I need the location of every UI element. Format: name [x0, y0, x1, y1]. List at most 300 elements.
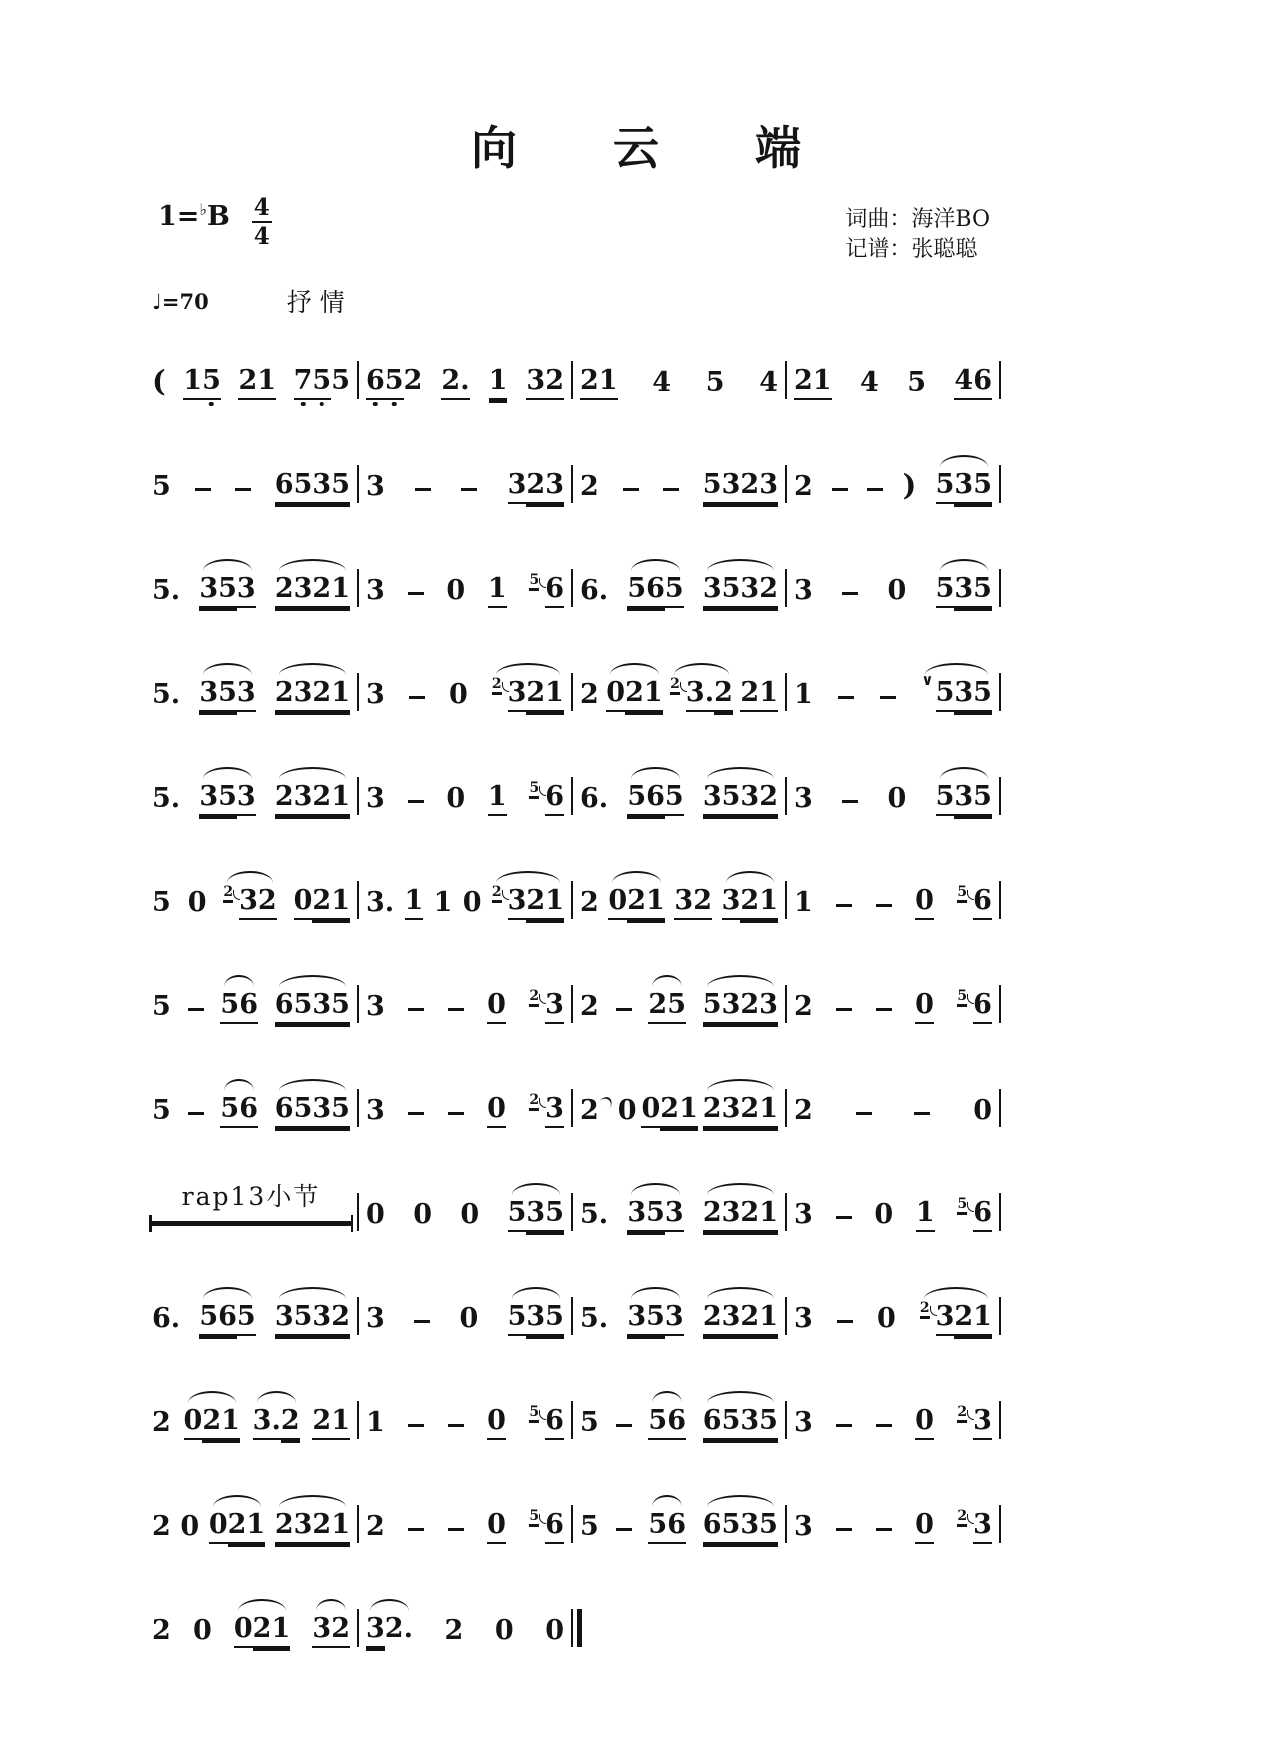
- note-digit: 3: [366, 471, 385, 502]
- note-digit: 1: [331, 781, 350, 812]
- note-digit: 0: [545, 1615, 564, 1646]
- measure: [573, 1095, 785, 1128]
- note-digit: 0: [413, 1199, 432, 1230]
- note-digit: 0: [448, 679, 468, 710]
- beam-segment: [973, 1511, 992, 1544]
- note-digit: 6: [646, 573, 665, 604]
- dash-continuation: [408, 1424, 424, 1427]
- note-digit: 3: [759, 989, 778, 1020]
- note-digit: 1: [487, 781, 507, 812]
- note-digit: 2: [702, 1301, 722, 1332]
- beam-segment: [281, 1407, 300, 1440]
- note-digit: 3: [366, 887, 385, 918]
- beam-segment: [794, 1513, 813, 1544]
- note-digit: 5: [152, 679, 171, 710]
- music-line: [145, 414, 1025, 518]
- note-digit: 2: [954, 1301, 974, 1332]
- note-group: [794, 1513, 813, 1544]
- measure: [145, 1303, 357, 1336]
- note-group: [152, 473, 171, 504]
- barline: [999, 1401, 1001, 1439]
- beam-segment: [936, 783, 955, 816]
- key-prefix: 1=: [158, 201, 200, 232]
- note-digit: 1: [183, 365, 203, 396]
- note-group: [487, 1407, 506, 1440]
- note-digit: 5: [759, 1405, 778, 1436]
- note-digit: 2: [740, 469, 760, 500]
- note-digit: 3: [312, 1301, 332, 1332]
- note-group: [275, 575, 350, 608]
- measure: [359, 780, 571, 816]
- beam-segment: [703, 991, 778, 1024]
- note-digit: 0: [973, 1095, 992, 1126]
- note-digit: 5: [702, 989, 722, 1020]
- note-group: [152, 1305, 180, 1336]
- measure: [787, 1300, 999, 1336]
- note-digit: 2: [280, 1405, 300, 1436]
- beam-segment: [253, 1407, 281, 1440]
- beam-segment: [275, 1511, 350, 1544]
- dash-continuation: [876, 904, 892, 907]
- note-digit: 0: [887, 783, 907, 814]
- note-digit: 5: [721, 1509, 741, 1540]
- note-digit: 3: [664, 1301, 684, 1332]
- beam-segment: [652, 369, 671, 400]
- beam-segment: [199, 679, 237, 712]
- note-digit: 3: [293, 677, 313, 708]
- measure: [573, 367, 785, 400]
- note-digit: 6: [580, 575, 599, 606]
- beam-segment: [954, 783, 992, 816]
- note-digit: 5: [907, 367, 926, 398]
- barline: [999, 361, 1001, 399]
- note-digit: 1: [679, 1093, 698, 1124]
- note-digit: 0: [446, 575, 466, 606]
- note-group: [152, 577, 180, 608]
- measure: [145, 471, 357, 504]
- note-digit: 2: [274, 573, 294, 604]
- note-group: [794, 1305, 813, 1336]
- beam-segment: [199, 1303, 237, 1336]
- note-group: [275, 1511, 350, 1544]
- beam-segment: [312, 887, 350, 920]
- note-group: [495, 1617, 514, 1648]
- note-digit: 7: [293, 365, 313, 396]
- note-group: [275, 679, 350, 712]
- measure: [359, 1404, 571, 1440]
- beam-segment: [366, 473, 385, 504]
- beam-segment: [706, 369, 725, 400]
- note-digit: 2: [403, 365, 423, 396]
- note-digit: 5: [935, 781, 955, 812]
- note-digit: 5: [293, 1301, 313, 1332]
- note-group: [434, 889, 453, 920]
- note-digit: 2: [702, 1197, 722, 1228]
- measure: [787, 468, 999, 504]
- note-group: [921, 671, 992, 712]
- beam-segment: [237, 575, 256, 608]
- note-group: [759, 369, 778, 400]
- note-digit: 2: [702, 1093, 722, 1124]
- note-digit: 0: [641, 1093, 661, 1124]
- note-group: [449, 681, 468, 712]
- dash-continuation: [616, 1424, 632, 1427]
- note-group: [794, 577, 813, 608]
- measure: [573, 1199, 785, 1232]
- beam-segment: [238, 367, 276, 400]
- note-digit: 2: [274, 1509, 294, 1540]
- dash-continuation: [876, 1008, 892, 1011]
- flat-symbol: ♭: [199, 200, 207, 219]
- note-digit: 5: [721, 1405, 741, 1436]
- measure: [359, 1092, 571, 1128]
- note-digit: 6: [973, 989, 992, 1020]
- dash-continuation: [195, 488, 211, 491]
- beam-segment: [366, 889, 394, 920]
- note-digit: 2: [794, 1095, 813, 1126]
- note-digit: 6: [973, 1197, 992, 1228]
- note-digit: 2: [740, 1093, 760, 1124]
- beam-segment: [915, 887, 934, 920]
- grace-note: [957, 1197, 974, 1213]
- note-digit: 5: [973, 677, 992, 708]
- beam-segment: [874, 1201, 893, 1232]
- note-group: [463, 889, 482, 920]
- measure: [787, 884, 999, 920]
- note-digit: 0: [608, 885, 628, 916]
- beam-segment: [202, 1407, 240, 1440]
- note-group: [794, 681, 813, 712]
- note-group: [957, 1508, 992, 1544]
- note-digit: 3: [721, 1197, 741, 1228]
- beam-segment: [580, 1409, 599, 1440]
- beam-segment: [794, 1305, 813, 1336]
- note-group: [488, 575, 507, 608]
- note-digit: 3: [954, 781, 974, 812]
- beam-segment: [487, 1095, 506, 1128]
- measure: [359, 1199, 571, 1232]
- beam-segment: [508, 887, 527, 920]
- beam-segment: [580, 1305, 608, 1336]
- note-digit: 1: [257, 365, 277, 396]
- note-digit: 6: [274, 1093, 294, 1124]
- note-group: [199, 679, 255, 712]
- grace-note: [529, 781, 546, 797]
- beam-segment: [794, 367, 832, 400]
- note-group: [183, 367, 221, 400]
- note-group: [703, 1511, 778, 1544]
- note-digit: 2: [152, 1615, 171, 1646]
- note-digit: 3: [627, 1197, 647, 1228]
- beam-segment: [887, 785, 906, 816]
- note-digit: 3: [366, 679, 385, 710]
- song-title: 向云端: [471, 121, 897, 175]
- beam-segment: [526, 367, 564, 400]
- beam-segment: [508, 1199, 527, 1232]
- beam-segment: [331, 367, 350, 398]
- dash-continuation: [409, 696, 425, 699]
- note-digit: 4: [860, 367, 879, 398]
- note-digit: .: [598, 1199, 609, 1230]
- note-group: [703, 1303, 778, 1336]
- note-group: [580, 993, 599, 1024]
- beam-segment: [526, 887, 564, 920]
- beam-segment: [627, 1303, 665, 1336]
- note-group: [957, 1404, 992, 1440]
- beam-segment: [385, 1615, 413, 1646]
- key-time-signature: [158, 194, 272, 250]
- note-digit: .: [704, 677, 715, 708]
- note-group: [152, 1513, 171, 1544]
- note-group: [703, 1407, 778, 1440]
- beam-segment: [954, 575, 992, 608]
- note-digit: .: [598, 783, 609, 814]
- note-digit: 5: [152, 1095, 171, 1126]
- note-digit: 2: [740, 989, 760, 1020]
- beam-segment: [973, 887, 992, 920]
- beam-segment: [703, 1095, 778, 1128]
- note-digit: 3: [312, 1613, 332, 1644]
- note-digit: 5: [220, 1093, 240, 1124]
- note-group: [152, 1617, 171, 1648]
- measure: [573, 676, 785, 712]
- note-digit: .: [170, 783, 181, 814]
- beam-segment: [618, 1097, 637, 1128]
- beam-segment: [184, 1407, 203, 1440]
- note-digit: 6: [646, 781, 665, 812]
- note-digit: .: [271, 1405, 281, 1436]
- note-group: [275, 1095, 350, 1128]
- time-numerator: 4: [253, 194, 270, 221]
- note-digit: 6: [580, 783, 599, 814]
- note-digit: 5: [705, 367, 725, 398]
- note-group: [445, 1617, 464, 1648]
- beam-segment: [759, 369, 778, 400]
- note-group: [794, 367, 832, 400]
- dash-continuation: [836, 1528, 852, 1531]
- note-group: [508, 1303, 564, 1336]
- note-digit: .: [598, 1303, 609, 1334]
- note-digit: 2: [580, 679, 599, 710]
- beam-segment: [434, 889, 453, 920]
- beam-segment: [580, 367, 618, 400]
- beam-segment: [526, 679, 564, 712]
- transcriber-credit: 记谱：张聪聪: [845, 237, 978, 262]
- beam-segment: [445, 1617, 464, 1648]
- dash-continuation: [408, 1528, 424, 1531]
- beam-segment: [665, 575, 684, 608]
- beam-segment: [545, 1511, 564, 1544]
- note-digit: 5: [218, 573, 237, 604]
- note-digit: 3: [627, 1301, 647, 1332]
- note-digit: 3: [954, 677, 974, 708]
- beam-segment: [488, 783, 507, 816]
- music-line: [145, 1350, 1025, 1454]
- note-digit: 6: [545, 1405, 564, 1436]
- note-digit: 3: [721, 885, 741, 916]
- beam-segment: [366, 367, 404, 400]
- beam-segment: [580, 473, 599, 504]
- note-group: [608, 887, 664, 920]
- note-group: [199, 783, 255, 816]
- note-digit: 5: [507, 1197, 527, 1228]
- note-group: [936, 471, 992, 504]
- beam-segment: [916, 1199, 935, 1232]
- note-group: [366, 1615, 413, 1648]
- note-digit: 3: [794, 1199, 813, 1230]
- note-digit: 2: [580, 887, 599, 918]
- note-group: [366, 473, 385, 504]
- note-group: [877, 1305, 896, 1336]
- note-group: [366, 1201, 385, 1232]
- grace-digit: 5: [529, 780, 540, 796]
- beam-segment: [366, 1513, 385, 1544]
- beam-segment: [545, 1095, 564, 1128]
- beam-segment: [703, 575, 778, 608]
- beam-segment: [936, 1303, 955, 1336]
- beam-segment: [152, 473, 171, 504]
- note-digit: 3: [312, 469, 332, 500]
- note-group: [580, 1513, 599, 1544]
- note-digit: 1: [643, 677, 663, 708]
- note-digit: 0: [487, 1093, 506, 1124]
- note-group: [703, 783, 778, 816]
- note-digit: 6: [973, 365, 992, 396]
- note-group: [648, 991, 686, 1024]
- note-group: [794, 1409, 813, 1440]
- beam-segment: [152, 681, 180, 712]
- measure: [573, 575, 785, 608]
- beam-segment: [794, 785, 813, 816]
- beam-segment: [580, 993, 599, 1024]
- note-digit: 3: [252, 1405, 272, 1436]
- note-group: [627, 575, 683, 608]
- beam-segment: [740, 887, 778, 920]
- note-group: [706, 369, 725, 400]
- beam-segment: [954, 679, 992, 712]
- grace-note: [492, 677, 509, 693]
- measure: [573, 1303, 785, 1336]
- note-digit: 2: [627, 885, 646, 916]
- note-group: [220, 991, 258, 1024]
- beam-segment: [608, 887, 627, 920]
- beam-segment: [674, 887, 712, 920]
- beam-segment: [366, 681, 385, 712]
- beam-segment: [404, 367, 423, 398]
- note-group: [648, 1511, 686, 1544]
- note-group: [366, 1409, 385, 1440]
- measure: [145, 884, 357, 920]
- dash-continuation: [876, 1528, 892, 1531]
- credits: [845, 205, 990, 265]
- measure: [787, 1097, 999, 1128]
- note-group: [703, 991, 778, 1024]
- dash-continuation: [448, 1528, 464, 1531]
- note-digit: 0: [208, 1509, 228, 1540]
- note-digit: 2: [257, 885, 277, 916]
- dash-continuation: [448, 1424, 464, 1427]
- note-digit: 0: [876, 1303, 896, 1334]
- note-group: [238, 367, 276, 400]
- note-digit: 2: [227, 1509, 247, 1540]
- note-group: [627, 783, 683, 816]
- note-digit: 2: [794, 991, 813, 1022]
- note-digit: 0: [192, 1615, 212, 1646]
- music-line: [145, 1454, 1025, 1558]
- note-digit: 1: [246, 1509, 266, 1540]
- note-digit: 5: [152, 471, 171, 502]
- note-digit: 0: [183, 1405, 203, 1436]
- beam-segment: [488, 575, 507, 608]
- note-group: [223, 884, 277, 920]
- beam-segment: [405, 887, 424, 920]
- note-digit: 2: [331, 1613, 350, 1644]
- note-digit: .: [170, 1303, 181, 1334]
- beam-segment: [686, 679, 714, 712]
- beam-segment: [508, 471, 527, 504]
- measure: [145, 1095, 357, 1128]
- grace-note: [492, 885, 509, 901]
- note-digit: 0: [915, 989, 934, 1020]
- measure: [359, 1508, 571, 1544]
- beam-segment: [366, 1097, 385, 1128]
- note-digit: 2: [526, 469, 546, 500]
- measure: [787, 988, 999, 1024]
- beam-segment: [545, 991, 564, 1024]
- beam-segment: [580, 1513, 599, 1544]
- note-group: [526, 367, 564, 400]
- note-digit: 5: [973, 469, 992, 500]
- note-group: [915, 1511, 934, 1544]
- note-digit: 3: [366, 1095, 385, 1126]
- beam-segment: [714, 679, 733, 712]
- grace-digit: 5: [529, 572, 540, 588]
- grace-digit: 2: [491, 676, 502, 692]
- beam-segment: [580, 1201, 608, 1232]
- dash-continuation: [408, 1008, 424, 1011]
- note-digit: 3: [236, 573, 256, 604]
- beam-segment: [275, 575, 350, 608]
- beam-segment: [366, 1615, 385, 1648]
- score: [145, 310, 1025, 1662]
- note-group: [703, 1199, 778, 1232]
- note-digit: 0: [494, 1615, 514, 1646]
- beam-segment: [973, 1407, 992, 1440]
- note-digit: 5: [721, 781, 741, 812]
- music-line: [145, 1558, 1025, 1662]
- note-digit: 1: [331, 1509, 350, 1540]
- beam-segment: [545, 1407, 564, 1440]
- note-group: [275, 991, 350, 1024]
- grace-digit: 5: [957, 988, 968, 1004]
- dash-continuation: [842, 592, 858, 595]
- beam-segment: [183, 367, 221, 400]
- note-digit: 3: [199, 781, 219, 812]
- note-digit: 2: [274, 677, 294, 708]
- note-group: [459, 1305, 478, 1336]
- dash-continuation: [448, 1008, 464, 1011]
- note-digit: 3: [794, 1511, 813, 1542]
- note-group: [184, 1407, 240, 1440]
- grace-digit: 5: [529, 1508, 540, 1524]
- beam-segment: [648, 1511, 686, 1544]
- note-group: [491, 676, 564, 712]
- note-group: [366, 1097, 385, 1128]
- beam-segment: [449, 681, 468, 712]
- note-digit: 3: [702, 573, 722, 604]
- beam-segment: [915, 1407, 934, 1440]
- note-digit: 1: [331, 1405, 350, 1436]
